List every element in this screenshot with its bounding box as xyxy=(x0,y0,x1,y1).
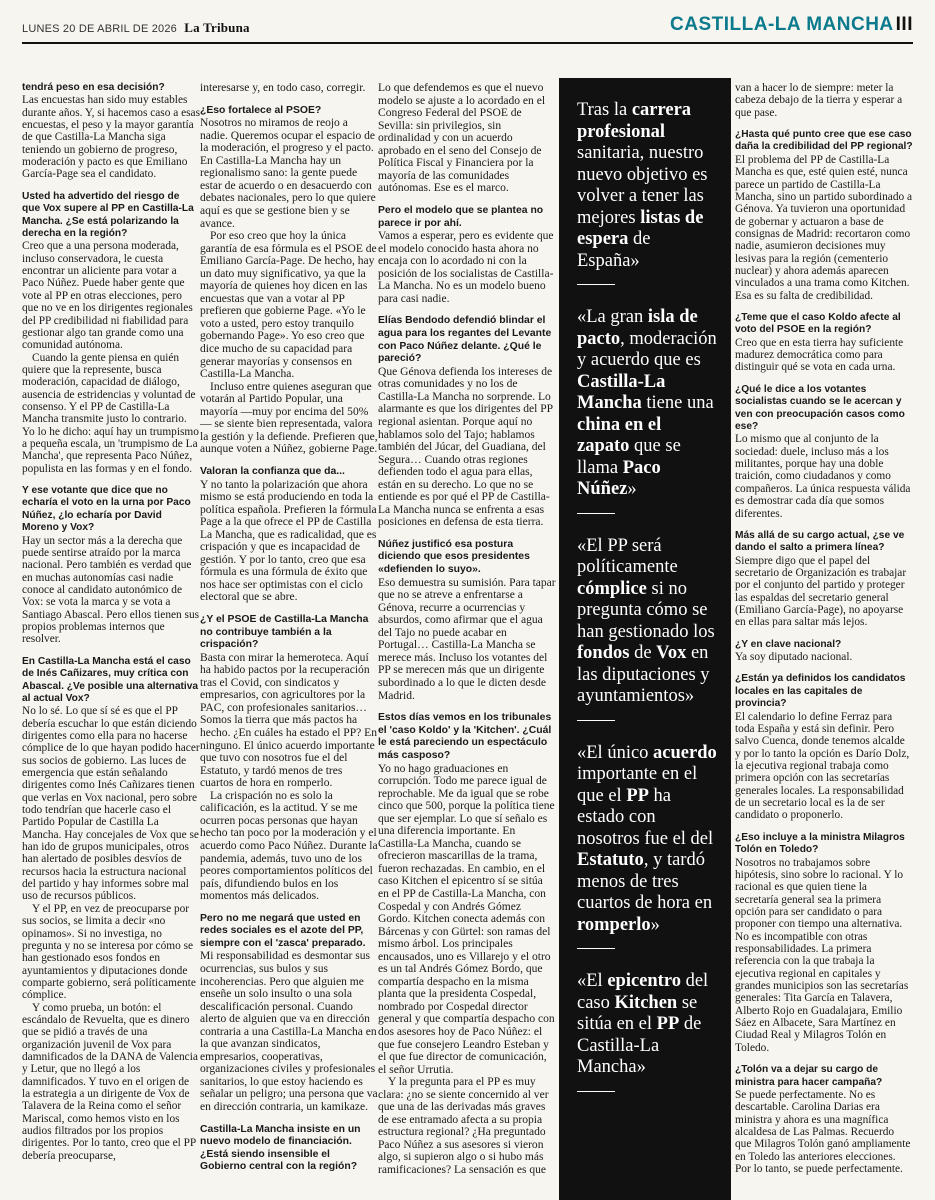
pull-quote-highlight: isla de pacto xyxy=(577,307,698,349)
interview-answer: Basta con mirar la hemeroteca. Aquí ha habido pactos por la recuperación tras el Covid, con sindicatos y empresarios, con agricultores por la PAC, con profesionales sanitarios… Somos la tierra que más pactos ha hecho. ¿En cuáles ha estado el PP? En ninguno. El único acuerdo importante que tuvo con nosotros fue el del Estatuto, y tardó menos de tres cuartos de hora en romperlo. xyxy=(200,651,377,790)
interview-answer: Eso demuestra su sumisión. Para tapar que no se atreve a enfrentarse a Génova, recurre a ocurrencias y absurdos, como afirmar que el agua del Tajo no puede acabar en Portugal… Castilla-La Mancha se merece más. Incluso los votantes del PP se merecen más que un dirigente subordinado a lo que le dicten desde Madrid. xyxy=(378,576,556,702)
pull-quote-text: si no pregunta cómo se han gestionado los xyxy=(577,578,715,642)
pull-quote-highlight: Kitchen xyxy=(614,992,678,1013)
pull-quote-text: «El único xyxy=(577,742,654,763)
pull-quote-text: del caso xyxy=(577,971,709,1013)
interview-question: ¿Y el PSOE de Castilla-La Mancha no contribuye también a la crispación? xyxy=(200,613,369,651)
page-header xyxy=(0,0,935,44)
interview-answer: Se puede perfectamente. No es descartable. Carolina Darias era ministra y ahora es una magnífica alcaldesa de Las Palmas. Recuerdo que Milagros Tolón ganó ampliamente en Toledo las anteriores elecciones. Por lo tanto, se puede perfectamente. xyxy=(735,1088,911,1175)
column-1 xyxy=(22,82,200,1162)
pull-quote-text: de Castilla-La Mancha» xyxy=(577,1014,702,1077)
pull-quote-text: ha estado con nosotros fue el del xyxy=(577,785,714,849)
page-section-mark: III xyxy=(895,14,913,35)
header-rule xyxy=(22,42,913,44)
interview-answer: Y el PP, en vez de preocuparse por sus socios, se limita a decir «no opinamos». Si no investiga, no pregunta y no se interesa por cómo se han gestionado esos fondos en ayuntamientos y diputaciones donde comparte gobierno, será políticamente cómplice. xyxy=(22,902,196,1002)
pull-quote-highlight: romperlo xyxy=(577,914,651,935)
column-5 xyxy=(735,82,913,1175)
interview-question: ¿Están ya definidos los candidatos locales en las capitales de provincia? xyxy=(735,673,906,710)
interview-question: Valoran la confianza que da... xyxy=(200,465,345,477)
interview-question: Estos días vemos en los tribunales el 'caso Koldo' y la 'Kitchen'. ¿Cuál le está pareciendo un espectáculo más casposo? xyxy=(378,712,552,761)
interview-answer: El problema del PP de Castilla-La Mancha es que, esté quien esté, nunca parece un partido de Castilla-La Mancha, sino un partido subordinado a Génova. Ya tuvieron una oportunidad de gobernar y actuaron a base de consignas de Madrid: recortaron como nadie, asumieron decisiones muy lesivas para la región (cementerio nuclear) y ahora además aparecen vinculados a una trama como Kitchen. Esa es su falta de credibilidad. xyxy=(735,153,913,302)
interview-answer: Y la pregunta para el PP es muy clara: ¿no se siente concernido al ver que una de las derivadas más graves de ese entramado afecta a su propia estructura regional? ¿Ha preguntado Paco Núñez a sus asesores si vieron algo, si supieron algo o si hubo más ramificaciones? La sensación es que xyxy=(378,1076,549,1176)
section-name: CASTILLA-LA MANCHA xyxy=(670,14,894,35)
pull-quote xyxy=(577,100,717,285)
interview-question: Pero el modelo que se plantea no parece ir por ahí. xyxy=(378,204,544,229)
pull-quote-highlight: epicentro xyxy=(607,971,681,991)
interview-answer: interesarse y, en todo caso, corregir. xyxy=(200,82,366,94)
pull-quote-text: se sitúa en el xyxy=(577,992,698,1034)
pull-quote-text: «El xyxy=(577,971,608,991)
header-dateline xyxy=(22,20,250,36)
interview-question: Más allá de su cargo actual, ¿se ve dando el salto a primera línea? xyxy=(735,529,905,554)
interview-answer: Siempre digo que el papel del secretario de Organización es trabajar por el conjunto del partido y proteger las espaldas del secretario general (Emiliano García-Page), no apoyarse en ellas para saltar más lejos. xyxy=(735,554,907,629)
interview-question: ¿Qué le dice a los votantes socialistas cuando se le acercan y ven con preocupación casos como ese? xyxy=(735,383,905,433)
pull-quote-text: «El PP será políticamente xyxy=(577,535,678,577)
pull-quote-divider xyxy=(577,948,615,949)
pull-quote-highlight: cómplice xyxy=(577,578,647,599)
interview-answer: Que Génova defienda los intereses de otras comunidades y no los de Castilla-La Mancha no sorprende. Lo alarmante es que los dirigentes del PP regional asientan. Porque aquí no hablamos solo del Tajo; hablamos también del Júcar, del Guadiana, del Segura… Cuando otras regiones defienden todo el agua para ellas, están en su derecho. Lo que no se entiende es por qué el PP de Castilla-La Mancha nunca se enfrenta a esas posiciones en defensa de esta tierra. xyxy=(378,365,553,529)
interview-question: ¿Teme que el caso Koldo afecte al voto del PSOE en la región? xyxy=(735,311,901,336)
interview-question: ¿Y en clave nacional? xyxy=(735,638,842,650)
pull-quote-divider xyxy=(577,284,615,285)
pull-quote-text: , y tardó menos de tres cuartos de hora en xyxy=(577,850,713,913)
pull-quote-text: » xyxy=(650,914,660,935)
pull-quote-highlight: Castilla-La Mancha xyxy=(577,371,666,413)
pull-quote xyxy=(577,743,717,950)
interview-answer: Lo que defendemos es que el nuevo modelo se ajuste a lo acordado en el Congreso Federal del PSOE de Sevilla: sin privilegios, sin ordinalidad y con un acuerdo aprobado en el seno del Consejo de Política Fiscal y Financiera por la mayoría de las comunidades autónomas. Ese es el marco. xyxy=(378,82,546,195)
interview-answer: El calendario lo define Ferraz para toda España y está sin definir. Pero salvo Cuenca, donde tenemos alcalde y por lo tanto la opción es Darío Dolz, la ejecutiva regional trabaja como primera opción con las secretarías generales locales. La responsabilidad de un secretario local es la de ser candidato o proponerlo. xyxy=(735,710,910,822)
interview-answer: Cuando la gente piensa en quién quiere que la represente, busca moderación, capacidad de diálogo, ausencia de estridencias y voluntad de consenso. Y el PP de Castilla-La Mancha transmite justo lo contrario. Yo lo he dicho: aquí hay un trumpismo a pequeña escala, un 'trumpismo de La Mancha', que representa Paco Núñez, populista en las formas y en el fondo. xyxy=(22,351,199,475)
pull-quote-text: » xyxy=(627,479,637,499)
pull-quote xyxy=(577,307,717,514)
interview-question: ¿Eso fortalece al PSOE? xyxy=(200,104,322,116)
interview-answer: Y no tanto la polarización que ahora mismo se está produciendo en toda la política española. Prefieren la fórmula Page a la que ofrece el PP de Castilla La Mancha, que es radicalidad, que es crispación y que es incapacidad de gestión. Y por lo tanto, creo que esa fórmula es una fórmula de éxito que nos hace ser optimistas con el ciclo electoral que se abre. xyxy=(200,478,377,604)
interview-answer: Yo no hago graduaciones en corrupción. Todo me parece igual de reprochable. Me da igual que se robe cinco que 500, porque la política tiene que ser ejemplar. Lo que sí señalo es una diferencia importante. En Castilla-La Mancha, cuando se ofrecieron mascarillas de la trama, fueron rechazadas. En cambio, en el caso Kitchen el epicentro sí se sitúa en el PP de Castilla-La Mancha, con Cospedal y con Andrés Gómez Gordo. Kitchen conecta además con Bárcenas y con Gürtel: son ramas del mismo árbol. Los principales encausados, uno es Villarejo y el otro es un tal Andrés Gómez Bordo, que compartía despacho en la misma planta que la presidenta Cospedal, nombrado por Cospedal director general y que compartía despacho con dos asesores hoy de Paco Núñez: el que fue consejero Leandro Esteban y el que fue director de comunicación, el señor Urrutia. xyxy=(378,762,555,1076)
interview-answer: Y como prueba, un botón: el escándalo de Revuelta, que es dinero que se pidió a través de una organización juvenil de Vox para damnificados de la DANA de Valencia y Letur, que no llegó a los damnificados. Y tuvo en el origen de la estrategia a un dirigente de Vox de Talavera de la Reina como el señor Mariscal, como hemos visto en los audios filtrados por los propios dirigentes. Por lo tanto, creo que el PP debería preocuparse, xyxy=(22,1001,198,1162)
pull-quote-text: en las diputaciones y ayuntamientos» xyxy=(577,643,710,706)
issue-date: LUNES 20 DE ABRIL DE 2026 xyxy=(22,23,178,35)
pull-quote-divider xyxy=(577,1091,615,1092)
interview-answer: Las encuestas han sido muy estables durante años. Y, si hacemos caso a esas encuestas, el peso y la mayor garantía de que Castilla-La Mancha siga teniendo un gobierno de progreso, moderación y pacto es que Emiliano García-Page sea el candidato. xyxy=(22,94,200,181)
pull-quote-text: tiene una xyxy=(641,393,714,413)
interview-question: ¿Hasta qué punto cree que ese caso daña la credibilidad del PP regional? xyxy=(735,129,913,153)
interview-answer: Vamos a esperar, pero es evidente que el modelo conocido hasta ahora no encaja con lo acordado ni con la posición de los socialistas de Castilla-La Mancha. No es un modelo bueno para casi nadie. xyxy=(378,230,554,305)
interview-answer: Mi responsabilidad es desmontar sus ocurrencias, sus bulos y sus incoherencias. Pero que alguien me enseñe un solo insulto o una sola descalificación personal. Cuando alerto de alguien que va en dirección contraria a una Castilla-La Mancha en la que avanzan sindicatos, empresarios, cooperativas, organizaciones civiles y profesionales sanitarios, lo que estoy haciendo es señalar un peligro; una persona que va en dirección contraria, un kamikaze. xyxy=(200,950,378,1114)
pull-quote-highlight: carrera profesional xyxy=(577,100,692,142)
pull-quote-text: de xyxy=(629,643,657,663)
pull-quote-text: sanitaria, nuestro nuevo objetivo es volver a tener las mejores xyxy=(577,143,708,228)
interview-question: Castilla-La Mancha insiste en un nuevo modelo de financiación. ¿Está siendo insensible el Gobierno central con la región? xyxy=(200,1123,361,1173)
interview-answer: No lo sé. Lo que sí sé es que el PP debería escuchar lo que están diciendo dirigentes como ella para no hacerse cómplice de lo que hayan podido hacer sus socios de gobierno. Las luces de emergencia que están señalando dirigentes como Inés Cañizares tienen que verlas en Vox nacional, pero sobre todo tendrían que hacerle caso el Partido Popular de Castilla La Mancha. Hay concejales de Vox que se han ido de grupos municipales, otros han alertado de posibles desvíos de recursos hacia la estructura nacional del partido y hay informes sobre mal uso de recursos públicos. xyxy=(22,705,200,903)
column-2 xyxy=(200,82,378,1174)
interview-answer: Lo mismo que al conjunto de la sociedad: duele, incluso más a los militantes, porque hay una doble traición, como ciudadanos y como compañeros. La única respuesta válida es demostrar cada día que somos diferentes. xyxy=(735,433,911,520)
interview-question: Y ese votante que dice que no echaría el voto en la urna por Paco Núñez, ¿lo echaría por David Moreno y Vox? xyxy=(22,484,191,534)
pull-quote-highlight: china en el zapato xyxy=(577,414,662,456)
interview-question: ¿Eso incluye a la ministra Milagros Tolón en Toledo? xyxy=(735,831,905,856)
interview-answer: Hay un sector más a la derecha que puede sentirse atraído por la marca nacional. Pero también es verdad que en muchas autonomías casi nadie conoce al candidato autonómico de Vox: se vota la marca y se vota a Santiago Abascal. Pero ellos tienen sus propios problemas internos que resolver. xyxy=(22,534,200,646)
interview-answer: Por eso creo que hoy la única garantía de esa fórmula es el PSOE de Emiliano García-Page. De hecho, hay un dato muy significativo, ya que la mayoría de quienes hoy dicen en las encuestas que van a votar al PP prefieren que gobierne Page. «Yo le voto a usted, pero estoy tranquilo gobernando Page». Yo eso creo que dice mucho de su capacidad para generar mayorías y consensos en Castilla-La Mancha. xyxy=(200,230,377,381)
interview-answer: La crispación no es solo la calificación, es la actitud. Y se me ocurren pocas personas que hayan hecho tan poco por la moderación y el acuerdo como Paco Núñez. Durante la pandemia, además, tuvo uno de los peores comportamientos políticos del país, difundiendo bulos en los momentos más delicados. xyxy=(200,789,378,903)
pull-quote-highlight: Paco Núñez xyxy=(577,457,661,499)
pull-quote-text: Tras la xyxy=(577,100,632,120)
interview-question: ¿Tolón va a dejar su cargo de ministra para hacer campaña? xyxy=(735,1064,883,1088)
interview-question: Elías Bendodo defendió blindar el agua para los regantes del Levante con Paco Núñez delante. ¿Qué le pareció? xyxy=(378,315,552,365)
interview-answer: van a hacer lo de siempre: meter la cabeza debajo de la tierra y esperar a que pase. xyxy=(735,82,903,119)
pull-quote-highlight: fondos xyxy=(577,643,630,663)
interview-answer: Creo que a una persona moderada, incluso conservadora, le cuesta encontrar un aliciente para votar a Paco Núñez. Puede haber gente que vote al PP en otras elecciones, pero que no ve en los dirigentes regionales del PP credibilidad ni fiabilidad para gestionar algo tan grande como una comunidad autónoma. xyxy=(22,240,193,352)
pull-quote-highlight: listas de espera xyxy=(577,207,704,249)
interview-answer: Incluso entre quienes aseguran que votarán al Partido Popular, una mayoría —muy por encima del 50%— se siente bien representada, valora la gestión y la defiende. Prefieren que, aunque voten a Núñez, gobierne Page. xyxy=(200,380,378,456)
interview-answer: Nosotros no miramos de reojo a nadie. Queremos ocupar el espacio de la moderación, el progreso y el pacto. En Castilla-La Mancha hay un regionalismo sano: la gente puede estar de acuerdo o en desacuerdo con debates nacionales, pero lo que quiere aquí es que se gestione bien y se avance. xyxy=(200,117,376,230)
interview-question: Usted ha advertido del riesgo de que Vox supere al PP en Castilla-La Mancha. ¿Se está polarizando la derecha en la región? xyxy=(22,190,194,240)
pull-quote-highlight: Estatuto xyxy=(577,850,644,870)
interview-question: En Castilla-La Mancha está el caso de Inés Cañizares, muy crítica con Abascal. ¿Ve posible una alternativa al actual Vox? xyxy=(22,655,199,704)
pull-quote-highlight: PP xyxy=(656,1014,680,1034)
interview-question: Pero no me negará que usted en redes sociales es el azote del PP, siempre con el 'zasca' preparado. xyxy=(200,912,366,949)
pull-quote-highlight: acuerdo xyxy=(653,742,717,763)
pull-quote-text: , moderación y acuerdo que es xyxy=(577,328,717,370)
pull-quote xyxy=(577,536,717,721)
pull-quote-text: de España» xyxy=(577,229,651,271)
newspaper-name: La Tribuna xyxy=(184,20,250,35)
pull-quote-text: «La gran xyxy=(577,307,648,327)
pull-quotes-panel xyxy=(559,78,731,1200)
pull-quote-highlight: PP xyxy=(626,785,649,806)
pull-quote-highlight: Vox xyxy=(656,643,687,663)
interview-question: tendrá peso en esa decisión? xyxy=(22,82,165,93)
interview-question: Núñez justificó esa postura diciendo que esos presidentes «defienden lo suyo». xyxy=(378,538,530,576)
interview-answer: Nosotros no trabajamos sobre hipótesis, sino sobre lo racional. Y lo racional es que quien tiene la secretaría general sea la primera opción para ser candidato o para proponer con tiempo una alternativa. No es incompatible con otras responsabilidades. La primera referencia con la que trabaja la ejecutiva regional en capitales y grandes municipios son las secretarías generales: Tita García en Talavera, Alberto Rojo en Guadalajara, Emilio Sáez en Albacete, Sara Martínez en Ciudad Real y Milagros Tolón en Toledo. xyxy=(735,856,909,1054)
pull-quote-text: que se llama xyxy=(577,436,681,478)
interview-answer: Ya soy diputado nacional. xyxy=(735,651,853,664)
section-title xyxy=(670,14,913,36)
pull-quote-divider xyxy=(577,720,615,721)
interview-answer: Creo que en esta tierra hay suficiente madurez democrática como para distinguir qué se vota en cada urna. xyxy=(735,336,904,374)
pull-quote-divider xyxy=(577,513,615,514)
pull-quote-text: importante en el que el xyxy=(577,764,698,806)
column-3 xyxy=(378,82,556,1177)
pull-quote xyxy=(577,971,717,1092)
